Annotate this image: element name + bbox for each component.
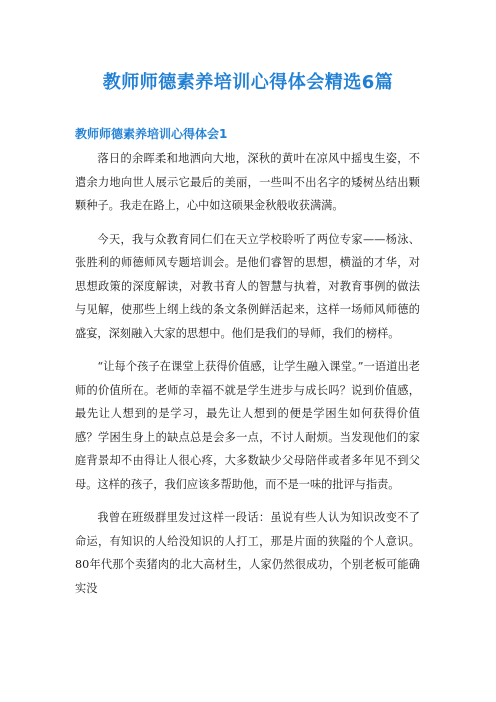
section-heading: 教师师德素养培训心得体会1: [75, 127, 228, 141]
paragraph: 落日的余晖柔和地洒向大地，深秋的黄叶在凉风中摇曳生姿，不遣余力地向世人展示它最后的美丽，一些叫不出名字的矮树丛结出颗颗种子。我走在路上，心中如这硕果金秋般收获满满。: [75, 152, 420, 212]
document-body: [75, 147, 420, 610]
paragraph: 今天，我与众教育同仁们在天立学校聆听了两位专家——杨泳、张胜利的师德师风专题培训会。是他们睿智的思想，横溢的才华，对思想政策的深度解读，对教书育人的智慧与执着，对教育事例的做法与见解，使那些上纲上线的条文条例鲜活起来，这样一场师风师德的盛宴，深刻融入大家的思想中。他们是我们的导师，我们的榜样。: [75, 232, 420, 340]
document-title: 教师师德素养培训心得体会精选6篇: [102, 72, 394, 93]
paragraph: 我曾在班级群里发过这样一段话：虽说有些人认为知识改变不了命运，有知识的人给没知识的人打工，那是片面的狭隘的个人意识。80年代那个卖猪肉的北大高材生，人家仍然很成功，个别老板可能确实没: [75, 511, 420, 595]
paragraph: “让每个孩子在课堂上获得价值感，让学生融入课堂。”一语道出老师的价值所在。老师的幸福不就是学生进步与成长吗？说到价值感，最先让人想到的是学习，最先让人想到的便是学困生如何获得价值感？学困生身上的缺点总是会多一点，不讨人耐烦。当发现他们的家庭背景却不由得让人很心疼，大多数缺少父母陪伴或者多年见不到父母。这样的孩子，我们应该多帮助他，而不是一味的批评与指责。: [75, 360, 420, 491]
